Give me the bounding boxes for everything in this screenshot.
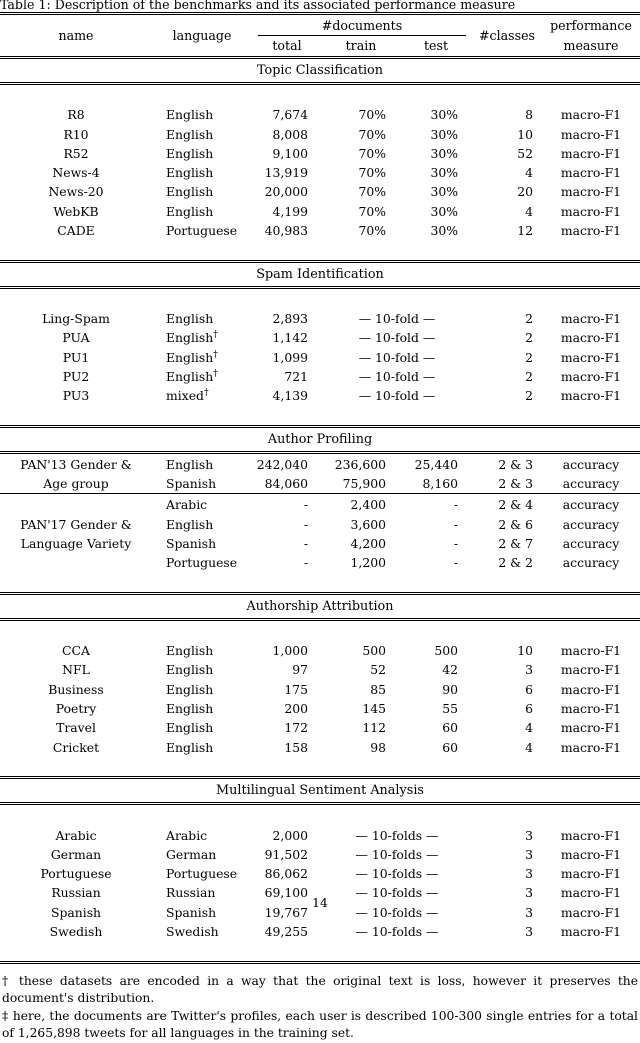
header-name: name [58,28,94,43]
cell-test: 30% [430,107,458,123]
footnote-dagger: † these datasets are encoded in a way that the original text is loss, however it preserves the document's distribution. [2,973,638,1006]
header-documents-label: #documents [258,17,466,36]
cell-group-name [0,495,152,572]
cell-test: 60 [442,739,458,755]
cell-train: 75,900 [342,476,386,492]
cell-name: German [50,846,102,862]
cell-train: 98 [370,739,386,755]
cell-language [152,367,252,386]
table-row [0,738,640,757]
cell-performance: macro-F1 [560,866,622,882]
cell-total: 49,255 [264,923,308,939]
cell-split: — 10-folds — [355,923,439,939]
cell-language-text: English [166,368,214,384]
cell-total: 200 [284,701,308,717]
cell-language: English [166,643,214,659]
cell-total: 97 [292,662,308,678]
cell-performance: macro-F1 [560,643,622,659]
cell-language: Arabic [166,827,208,843]
header-test: test [423,38,449,53]
cell-total: 84,060 [264,476,308,492]
cell-classes: 3 [525,827,533,843]
cell-language: English [166,681,214,697]
cell-train: 1,200 [350,555,386,571]
cell-language: English [166,662,214,678]
table-caption: Table 1: Description of the benchmarks and its associated performance measure [0,0,516,12]
cell-train: 70% [358,145,386,161]
footnote-double-dagger: ‡ here, the documents are Twitter's profiles, each user is described 100-300 single entries for a total of 1,265,898 tweets for all languages in the training set. [2,1008,638,1041]
cell-performance: macro-F1 [560,349,622,365]
cell-language: Portuguese [166,866,238,882]
cell-performance: macro-F1 [560,203,622,219]
cell-classes: 3 [525,846,533,862]
cell-train: 85 [370,681,386,697]
table-row [0,328,640,347]
row-spacer [0,573,640,593]
group-name-line2: Age group [43,476,109,492]
cell-test: 500 [434,643,458,659]
row-spacer [0,240,640,260]
cell-total: 20,000 [264,184,308,200]
table-header-row-1 [0,16,640,36]
cell-name: Spanish [50,904,102,920]
cell-test: 60 [442,720,458,736]
cell-language: English [166,720,214,736]
section-banner [0,596,640,619]
table-row [0,680,640,699]
cell-split: — 10-folds — [355,866,439,882]
cell-train: 2,400 [350,497,386,513]
dagger-mark: † [213,329,218,341]
cell-language: Portuguese [166,223,238,239]
cell-test: 30% [430,145,458,161]
cell-language-text: mixed [166,388,204,404]
cell-total: 8,008 [272,126,308,142]
cell-train: 70% [358,203,386,219]
cell-name: NFL [62,662,90,678]
cell-total: 175 [284,681,308,697]
cell-name: Poetry [55,701,97,717]
cell-classes: 2 [525,368,533,384]
header-language: language [172,28,232,43]
cell-performance: macro-F1 [560,126,622,142]
cell-name: WebKB [53,203,99,219]
cell-performance: macro-F1 [560,701,622,717]
cell-performance: macro-F1 [560,165,622,181]
cell-performance: macro-F1 [560,846,622,862]
cell-classes: 2 [525,388,533,404]
cell-language: Spanish [166,904,217,920]
cell-train: 52 [370,662,386,678]
cell-train: 236,600 [334,456,386,472]
table-row [0,718,640,737]
cell-name: CADE [57,223,95,239]
header-performance-line1: performance [550,18,632,33]
cell-total: 1,142 [272,330,308,346]
cell-test: 8,160 [422,476,458,492]
group-name-line1: PAN'13 Gender & [20,457,132,473]
cell-classes: 4 [525,739,533,755]
cell-train: 70% [358,107,386,123]
cell-classes: 2 & 4 [498,497,533,513]
cell-name: CCA [62,643,90,659]
cell-split: — 10-folds — [355,885,439,901]
table-row [0,660,640,679]
cell-performance: accuracy [562,516,620,532]
cell-total: - [303,516,308,532]
cell-performance: accuracy [562,456,620,472]
cell-language: English [166,203,214,219]
cell-performance: macro-F1 [560,827,622,843]
cell-total: 2,893 [272,310,308,326]
benchmarks-table [0,12,640,965]
row-spacer [0,806,640,825]
cell-train: 4,200 [350,535,386,551]
row-spacer [0,941,640,961]
cell-classes: 2 [525,310,533,326]
cell-language [152,386,252,405]
cell-name: News-20 [48,184,104,200]
cell-train: 112 [362,720,386,736]
cell-classes: 2 & 7 [498,535,533,551]
row-spacer [0,405,640,425]
cell-performance: accuracy [562,476,620,492]
cell-language: English [166,701,214,717]
cell-performance: macro-F1 [560,885,622,901]
cell-classes: 3 [525,904,533,920]
cell-total: 13,919 [264,165,308,181]
dagger-mark: † [213,367,218,379]
cell-language [152,348,252,367]
cell-total: - [303,497,308,513]
cell-language: English [166,516,214,532]
cell-name: Portuguese [40,866,112,882]
section-title: Authorship Attribution [246,598,394,614]
cell-classes: 2 & 6 [498,516,533,532]
cell-classes: 4 [525,165,533,181]
table-row [0,144,640,163]
cell-classes: 12 [517,223,533,239]
cell-test: - [453,516,458,532]
row-spacer [0,290,640,309]
cell-total: 4,199 [272,203,308,219]
table-row [0,455,640,474]
cell-performance: macro-F1 [560,662,622,678]
cell-classes: 20 [517,184,533,200]
cell-train: 145 [362,701,386,717]
cell-total: 242,040 [256,456,308,472]
cell-name: Ling-Spam [42,310,110,326]
cell-split: — 10-folds — [355,846,439,862]
cell-name: Russian [51,885,101,901]
cell-classes: 2 & 3 [498,456,533,472]
cell-performance: accuracy [562,535,620,551]
cell-classes: 4 [525,720,533,736]
table-caption-container [0,0,640,12]
table-row [0,864,640,883]
cell-split: — 10-fold — [358,368,436,384]
cell-total: 721 [284,368,308,384]
cell-name: Swedish [49,923,103,939]
cell-test: 55 [442,701,458,717]
page-number-container [0,896,640,908]
cell-total: 69,100 [264,885,308,901]
cell-total: 158 [284,739,308,755]
section-banner [0,264,640,287]
cell-performance: macro-F1 [560,720,622,736]
cell-performance: macro-F1 [560,107,622,123]
table-row [0,163,640,182]
cell-name: Business [48,681,104,697]
cell-language: English [166,739,214,755]
table-row [0,105,640,124]
cell-language: Arabic [166,497,208,513]
cell-classes: 2 & 2 [498,555,533,571]
cell-classes: 6 [525,701,533,717]
cell-language: Spanish [166,476,217,492]
cell-split: — 10-fold — [358,349,436,365]
cell-name: Cricket [52,739,100,755]
row-spacer [0,757,640,777]
cell-classes: 3 [525,885,533,901]
cell-performance: macro-F1 [560,739,622,755]
cell-language: Portuguese [166,555,238,571]
cell-language: English [166,184,214,200]
table-row [0,699,640,718]
cell-language: German [166,846,217,862]
cell-train: 70% [358,126,386,142]
cell-test: 30% [430,126,458,142]
cell-split: — 10-fold — [358,310,436,326]
cell-name: PUA [62,330,90,346]
cell-language [152,328,252,347]
cell-performance: macro-F1 [560,388,622,404]
rule-bottom-inner [0,963,640,965]
table-row [0,202,640,221]
cell-performance: macro-F1 [560,904,622,920]
group-name-line2: Language Variety [20,535,132,551]
cell-classes: 3 [525,662,533,678]
cell-total: 86,062 [264,866,308,882]
cell-split: — 10-fold — [358,388,436,404]
cell-language-text: English [166,330,214,346]
cell-performance: macro-F1 [560,310,622,326]
cell-performance: macro-F1 [560,681,622,697]
cell-test: 30% [430,203,458,219]
row-spacer [0,622,640,641]
cell-classes: 8 [525,107,533,123]
cell-group-name [0,455,152,494]
cell-classes: 2 [525,349,533,365]
cell-classes: 6 [525,681,533,697]
footnotes [0,973,640,1043]
cell-language: English [166,165,214,181]
cell-classes: 3 [525,866,533,882]
cell-total: - [303,555,308,571]
table-row [0,922,640,941]
cell-classes: 2 & 3 [498,476,533,492]
cell-performance: macro-F1 [560,223,622,239]
cell-split: — 10-folds — [355,827,439,843]
cell-performance: accuracy [562,497,620,513]
cell-total: - [303,535,308,551]
cell-language: English [166,145,214,161]
cell-language [152,309,252,328]
table-row [0,348,640,367]
cell-total: 91,502 [264,846,308,862]
cell-performance: macro-F1 [560,145,622,161]
cell-classes: 3 [525,923,533,939]
cell-total: 40,983 [264,223,308,239]
cell-test: 42 [442,662,458,678]
table-row [0,845,640,864]
cell-split: — 10-fold — [358,330,436,346]
cell-name: PU3 [62,388,90,404]
group-name-line1: PAN'17 Gender & [20,516,132,532]
header-performance-line2: measure [563,38,619,53]
section-title: Multilingual Sentiment Analysis [216,783,424,799]
cell-test: 90 [442,681,458,697]
cell-classes: 10 [517,126,533,142]
header-total: total [272,38,302,53]
table-row [0,125,640,144]
cell-language: Swedish [166,923,219,939]
page-number: 14 [312,896,328,908]
cell-total: 172 [284,720,308,736]
cell-classes: 4 [525,203,533,219]
cell-test: 25,440 [414,456,458,472]
cell-name: PU1 [62,349,90,365]
cell-performance: macro-F1 [560,184,622,200]
table-row [0,367,640,386]
cell-classes: 2 [525,330,533,346]
cell-classes: 10 [517,643,533,659]
section-title: Topic Classification [256,63,384,78]
cell-language: English [166,126,214,142]
cell-classes: 52 [517,145,533,161]
cell-performance: macro-F1 [560,330,622,346]
cell-total: 4,139 [272,388,308,404]
table-row [0,221,640,240]
cell-total: 2,000 [272,827,308,843]
cell-name: R8 [67,107,85,123]
cell-performance: accuracy [562,555,620,571]
dagger-mark: † [203,387,209,399]
section-banner [0,60,640,83]
cell-test: 30% [430,184,458,200]
table-row [0,641,640,660]
cell-language: English [166,456,214,472]
cell-test: - [453,497,458,513]
section-title: Spam Identification [256,266,384,282]
cell-total: 7,674 [272,107,308,123]
header-documents [252,16,472,36]
cell-total: 1,099 [272,349,308,365]
section-banner [0,429,640,452]
cell-name: News-4 [52,165,100,181]
cell-performance: macro-F1 [560,368,622,384]
table-row [0,386,640,405]
section-banner [0,780,640,803]
cell-train: 500 [362,643,386,659]
cell-split: — 10-folds — [355,904,439,920]
header-train: train [345,38,377,53]
cell-total: 1,000 [272,643,308,659]
table-row [0,495,640,514]
cell-train: 70% [358,165,386,181]
cell-test: 30% [430,165,458,181]
cell-performance: macro-F1 [560,923,622,939]
cell-language-text: English [166,310,214,326]
cell-name: Arabic [55,827,97,843]
cell-test: - [453,555,458,571]
cell-name: Travel [56,720,96,736]
section-title: Author Profiling [267,431,373,447]
cell-total: 19,767 [264,904,308,920]
row-spacer [0,86,640,105]
cell-language: Spanish [166,535,217,551]
table-row [0,182,640,201]
cell-total: 9,100 [272,145,308,161]
cell-name: R10 [63,126,89,142]
cell-language: Russian [166,885,216,901]
cell-language: English [166,107,214,123]
cell-train: 3,600 [350,516,386,532]
table-row [0,826,640,845]
cell-name: R52 [63,145,89,161]
cell-test: - [453,535,458,551]
cell-test: 30% [430,223,458,239]
dagger-mark: † [213,348,218,360]
table-row [0,309,640,328]
header-classes: #classes [479,28,535,43]
cell-language-text: English [166,349,214,365]
cell-train: 70% [358,184,386,200]
cell-train: 70% [358,223,386,239]
cell-name: PU2 [62,368,90,384]
